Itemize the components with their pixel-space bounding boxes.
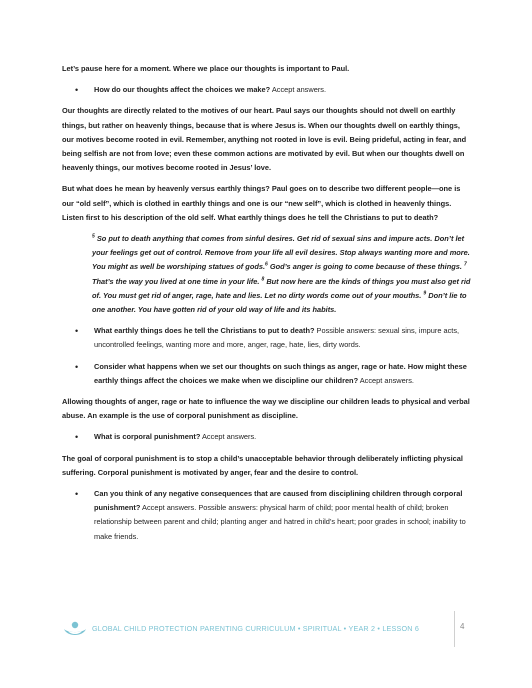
verse-text: God’s anger is going to come because of these things. (267, 262, 462, 272)
verse-text: That’s the way you lived at one time in your life. (92, 276, 260, 286)
answer-text: Accept answers. (358, 375, 414, 385)
page-number: 4 (460, 622, 465, 631)
question-text: What is corporal punishment? (94, 432, 201, 442)
paragraph-intro: Let’s pause here for a moment. Where we place our thoughts is important to Paul. (62, 64, 350, 73)
verse-text: So put to death anything that comes from sinful desires. Get rid of sexual sins and impure acts. Don’t let your feelings get out of control. Remove from your life all evil desires. Stop always wanting more and more. You might as well be worshiping statues of gods. (92, 234, 470, 272)
question-text: How do our thoughts affect the choices we make? (94, 85, 271, 95)
verse-number: 6 (265, 261, 268, 268)
page-footer (62, 609, 472, 649)
footer-divider (454, 611, 455, 647)
question-text: Consider what happens when we set our thoughts on such things as anger, rage or hate. How might these earthly things affect the choices we make when we discipline our children? (94, 361, 467, 385)
paragraph-goal-corporal: The goal of corporal punishment is to stop a child’s unacceptable behavior through deliberately inflicting physical suffering. Corporal punishment is motivated by anger, fear and the desire to control. (62, 453, 463, 477)
question-text: What earthly things does he tell the Christians to put to death? (94, 326, 315, 336)
hands-holding-child-icon (62, 620, 88, 640)
answer-text: Accept answers. Possible answers: physical harm of child; poor mental health of child; broken relationship between parent and child; planting anger and hatred in child’s heart; poor grades in school; inability to make friends. (94, 503, 466, 541)
verse-number: 5 (92, 233, 95, 240)
question-thoughts-choices (62, 83, 472, 97)
verse-text: Don’t lie to one another. You have gotten rid of your old way of life and its habits. (92, 290, 467, 315)
question-corporal-punishment (62, 430, 472, 444)
verse-number: 8 (261, 276, 265, 283)
verse-number: 9 (423, 290, 427, 297)
footer-curriculum-title: GLOBAL CHILD PROTECTION PARENTING CURRICULUM • SPIRITUAL • YEAR 2 • LESSON 6 (92, 624, 420, 633)
verse-number: 7 (463, 261, 467, 268)
question-earthly-things (62, 324, 472, 352)
paragraph-heavenly-earthly: But what does he mean by heavenly versus earthly things? Paul goes on to describe two different people—one is our “old self”, which is clothed in earthly things and one is our “new self”, which is clothed in heavenly things. Listen first to his description of the old self. What earthly things does he tell the Christians to put to death? (62, 184, 461, 222)
question-text: Can you think of any negative consequences that are caused from disciplining children through corporal punishment? (94, 489, 463, 513)
answer-text: Accept answers. (270, 85, 327, 95)
verse-text: But now here are the kinds of things you must also get rid of. You must get rid of anger, rage, hate and lies. Let no dirty words come out of your mouths. (92, 276, 471, 300)
page-content (62, 62, 472, 544)
scripture-quote (92, 232, 472, 317)
question-discipline-choices (62, 360, 472, 388)
question-negative-consequences (62, 487, 472, 544)
answer-text: Accept answers. (200, 432, 257, 442)
paragraph-motives: Our thoughts are directly related to the motives of our heart. Paul says our thoughts should not dwell on earthly things, but rather on heavenly things, because that is where Jesus is. When our thoughts dwell on earthly things, our motives become rooted in evil. Remember, anything not rooted in love is evil. Being prideful, acting in fear, and being selfish are not from love; even these common actions are motivated by evil. But when our thoughts dwell on heavenly things, our motives become rooted in Jesus’ love. (62, 106, 467, 173)
answer-text: Possible answers: sexual sins, impure acts, uncontrolled feelings, wanting more and more, anger, rage, hate, lies, dirty words. (94, 326, 460, 350)
paragraph-abuse: Allowing thoughts of anger, rage or hate to influence the way we discipline our children leads to physical and verbal abuse. An example is the use of corporal punishment as discipline. (62, 397, 470, 421)
